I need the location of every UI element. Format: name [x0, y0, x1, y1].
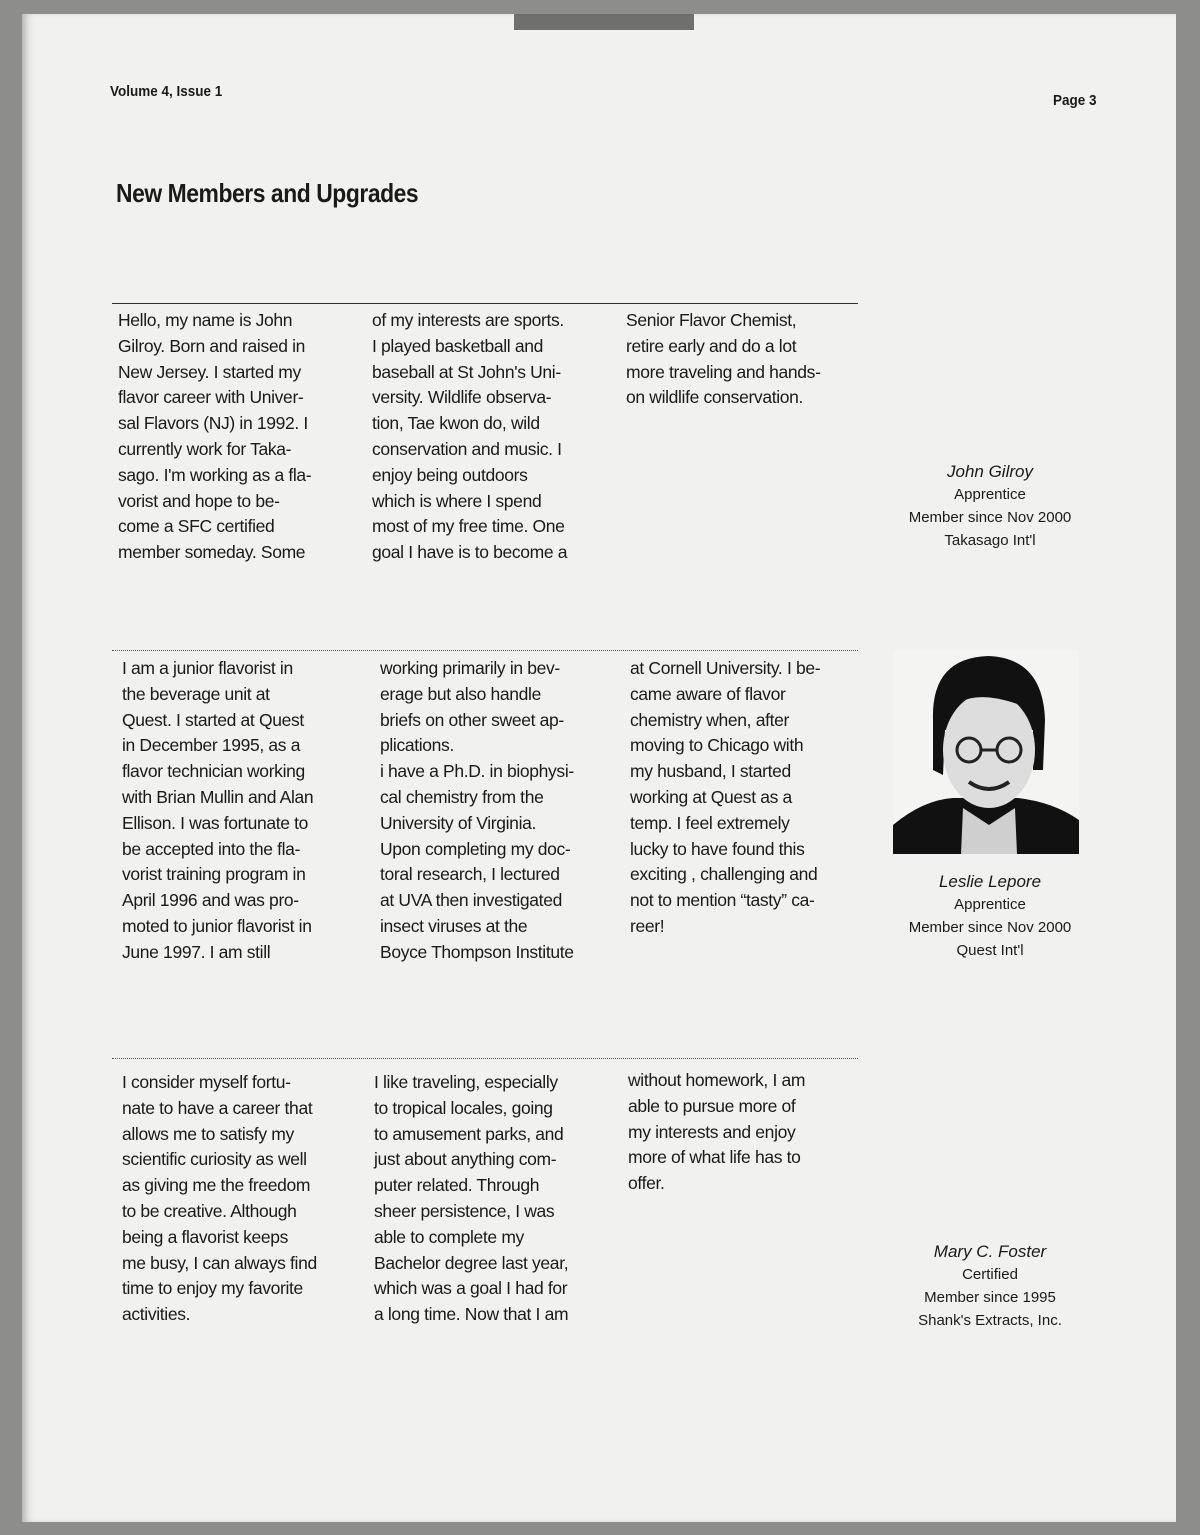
- divider: [112, 1058, 858, 1059]
- divider: [112, 650, 858, 651]
- member-since: Member since Nov 2000: [908, 509, 1072, 526]
- profile-3-caption: [878, 1240, 1102, 1332]
- member-level: Apprentice: [954, 896, 1026, 913]
- member-name: Leslie Lepore: [938, 872, 1042, 891]
- profile-1-col-1: Hello, my name is John Gilroy. Born and raised in New Jersey. I started my flavor career with Univer- sal Flavors (NJ) in 1992. I currently work for Taka- sago. I'm working as a fla- vorist and hope to be- come a SFC certified member someday. Some: [118, 310, 312, 563]
- profile-2-col-3: at Cornell University. I be- came aware of flavor chemistry when, after moving to Chicago with my husband, I started working at Quest as a temp. I feel extremely lucky to have found this exciting , challenging and not to mention “tasty” ca- reer!: [630, 658, 821, 936]
- member-name: John Gilroy: [947, 462, 1033, 481]
- member-company: Quest Int'l: [956, 942, 1024, 959]
- member-level: Apprentice: [954, 486, 1026, 503]
- divider: [112, 303, 858, 304]
- profile-2-caption: [878, 870, 1102, 962]
- profile-1-col-2: of my interests are sports. I played basketball and baseball at St John's Uni- versity. Wildlife observa- tion, Tae kwon do, wild conservation and music. I enjoy being outdoors which is where I spend most of my free time. One goal I have is to become a: [372, 310, 568, 563]
- profile-3-col-3: without homework, I am able to pursue more of my interests and enjoy more of what life has to offer.: [628, 1070, 806, 1194]
- member-name: Mary C. Foster: [933, 1242, 1047, 1261]
- profile-3-col-2: I like traveling, especially to tropical locales, going to amusement parks, and just about anything com- puter related. Through sheer persistence, I was able to complete my Bachelor degree last year, which was a goal I had for a long time. Now that I am: [374, 1072, 569, 1325]
- volume-issue: Volume 4, Issue 1: [110, 83, 223, 100]
- page-number: Page 3: [1053, 92, 1097, 109]
- member-since: Member since 1995: [924, 1289, 1056, 1306]
- profile-3-col-1: I consider myself fortu- nate to have a career that allows me to satisfy my scientific curiosity as well as giving me the freedom to be creative. Although being a flavorist keeps me busy, I can always find time to enjoy my favorite activities.: [122, 1072, 317, 1325]
- tape-strip: [514, 14, 694, 30]
- member-since: Member since Nov 2000: [908, 919, 1072, 936]
- member-company: Shank's Extracts, Inc.: [918, 1312, 1062, 1329]
- profile-2-col-2: working primarily in bev- erage but also handle briefs on other sweet ap- plications. i have a Ph.D. in biophysi- cal chemistry from the University of Virginia. Upon completing my doc- toral research, I lectured at UVA then investigated insect viruses at the Boyce Thompson Institute: [380, 658, 574, 962]
- member-photo: [893, 650, 1079, 854]
- profile-1-col-3: Senior Flavor Chemist, retire early and do a lot more traveling and hands- on wildlife conservation.: [626, 310, 821, 408]
- page-title: New Members and Upgrades: [116, 178, 419, 208]
- member-company: Takasago Int'l: [944, 532, 1036, 549]
- profile-2-col-1: I am a junior flavorist in the beverage unit at Quest. I started at Quest in December 1995, as a flavor technician working with Brian Mullin and Alan Ellison. I was fortunate to be accepted into the fla- vorist training program in April 1996 and was pro- moted to junior flavorist in June 1997. I am still: [122, 658, 314, 962]
- profile-1-caption: [878, 460, 1102, 552]
- member-level: Certified: [962, 1266, 1018, 1283]
